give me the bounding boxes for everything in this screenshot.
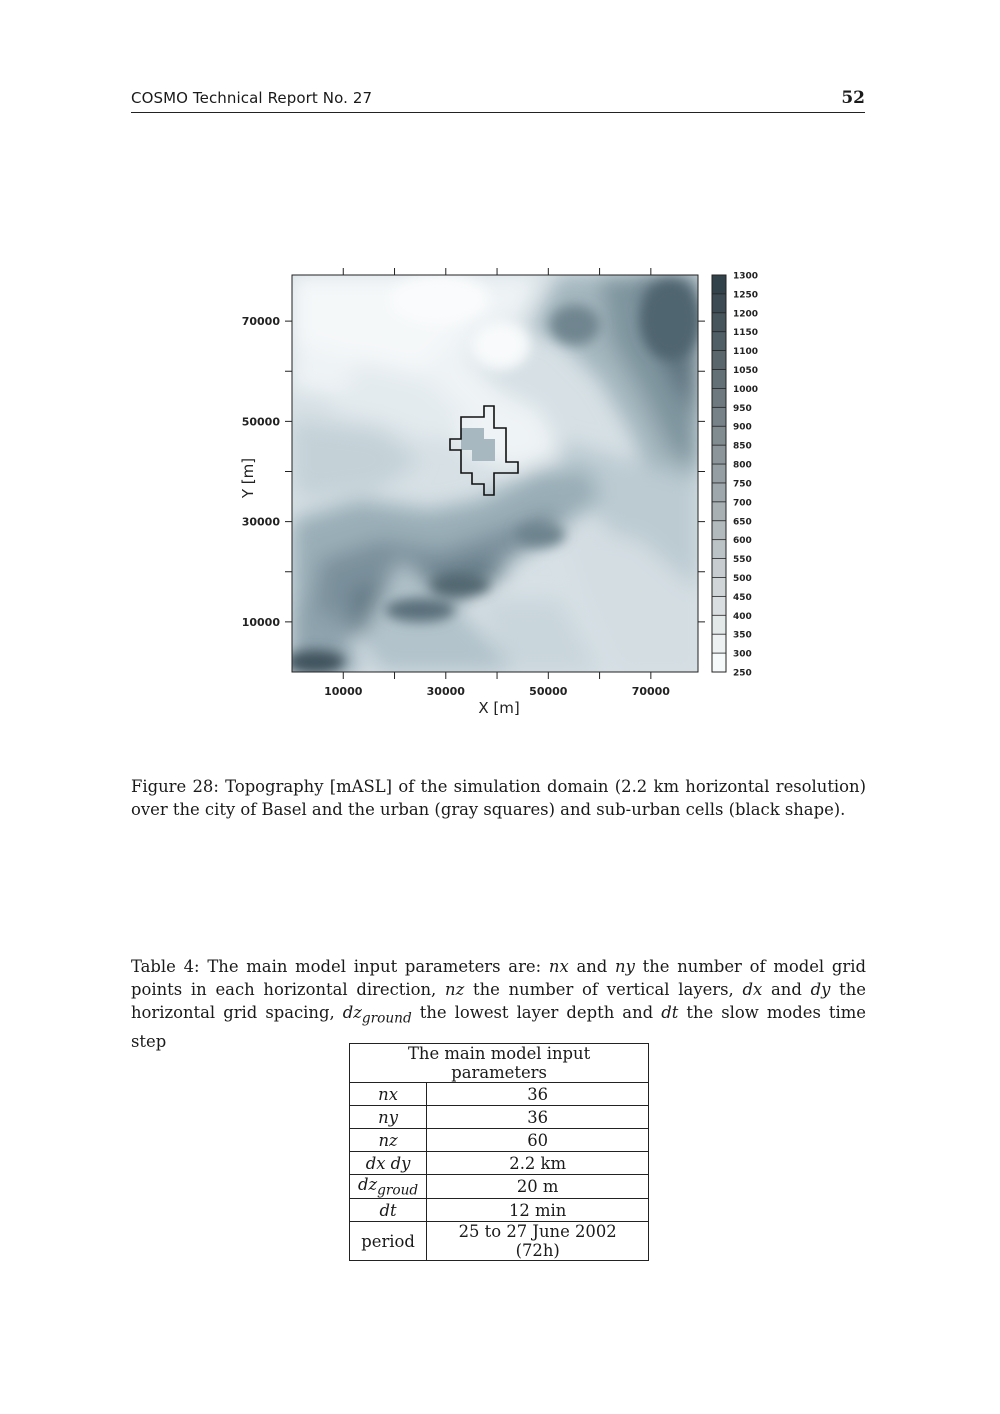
table-header-row bbox=[350, 1044, 649, 1083]
page-number: 52 bbox=[841, 88, 865, 108]
param-name: nz bbox=[350, 1129, 427, 1152]
param-value: 60 bbox=[427, 1129, 649, 1152]
table-row bbox=[350, 1222, 649, 1261]
x-tick-label: 10000 bbox=[324, 685, 363, 698]
colorbar-segment bbox=[712, 577, 726, 596]
param-value: 36 bbox=[427, 1083, 649, 1106]
param-name: dz bbox=[358, 1175, 378, 1194]
colorbar-label: 1150 bbox=[733, 328, 759, 339]
colorbar-segment bbox=[712, 407, 726, 426]
colorbar-segment bbox=[712, 540, 726, 559]
param-value: 20 m bbox=[427, 1175, 649, 1199]
param-name-with-subscript bbox=[350, 1175, 427, 1199]
caption-text-1: The main model input parameters are: bbox=[207, 957, 542, 976]
table-row bbox=[350, 1129, 649, 1152]
y-tick-label: 70000 bbox=[241, 315, 280, 329]
colorbar-label: 750 bbox=[733, 479, 752, 490]
topography-map bbox=[285, 275, 700, 674]
colorbar-segment bbox=[712, 275, 726, 294]
caption-text-5: and bbox=[771, 980, 802, 999]
colorbar-label: 1200 bbox=[733, 309, 759, 320]
colorbar-label: 1300 bbox=[733, 271, 759, 282]
colorbar-label: 1050 bbox=[733, 366, 759, 377]
math-nz: nz bbox=[445, 980, 465, 999]
table-row bbox=[350, 1083, 649, 1106]
table-title: The main model input parameters bbox=[350, 1044, 649, 1083]
y-tick-label: 10000 bbox=[241, 615, 280, 629]
colorbar-segment bbox=[712, 559, 726, 578]
colorbar-segment bbox=[712, 502, 726, 521]
math-ny: ny bbox=[615, 957, 635, 976]
colorbar-label: 500 bbox=[733, 573, 752, 584]
colorbar-segment bbox=[712, 426, 726, 445]
colorbar-segment bbox=[712, 351, 726, 370]
colorbar-label: 850 bbox=[733, 441, 752, 452]
figure-caption bbox=[131, 775, 866, 821]
caption-text-8: the slow modes time step bbox=[131, 1003, 866, 1052]
caption-text-4: the number of vertical layers, bbox=[473, 980, 734, 999]
table-row bbox=[350, 1152, 649, 1175]
colorbar-label: 450 bbox=[733, 592, 752, 603]
table-row bbox=[350, 1199, 649, 1222]
x-tick-label: 30000 bbox=[426, 685, 465, 698]
parameters-table bbox=[349, 1043, 649, 1261]
caption-text-6: the horizontal grid spacing, bbox=[131, 980, 866, 1022]
colorbar-label: 400 bbox=[733, 611, 752, 622]
caption-text-3: the number of model grid points in each horizontal direction, bbox=[131, 957, 866, 999]
math-dy: dy bbox=[810, 980, 831, 999]
param-name: dx dy bbox=[350, 1152, 427, 1175]
colorbar-label: 800 bbox=[733, 460, 752, 471]
colorbar-segment bbox=[712, 483, 726, 502]
param-name: ny bbox=[350, 1106, 427, 1129]
math-dx: dx bbox=[742, 980, 763, 999]
caption-text-7: the lowest layer depth and bbox=[419, 1003, 654, 1022]
figure-caption-text: Figure 28: Topography [mASL] of the simulation domain (2.2 km horizontal resolution) over the city of Basel and the urban (gray squares) and sub-urban cells (black shape). bbox=[131, 777, 866, 819]
colorbar-label: 300 bbox=[733, 649, 752, 660]
colorbar-label: 900 bbox=[733, 422, 752, 433]
colorbar-segment bbox=[712, 370, 726, 389]
colorbar-label: 250 bbox=[733, 668, 752, 679]
param-value: 25 to 27 June 2002 (72h) bbox=[427, 1222, 649, 1261]
colorbar-label: 650 bbox=[733, 517, 752, 528]
x-tick-label: 70000 bbox=[631, 685, 670, 698]
colorbar-label: 600 bbox=[733, 536, 752, 547]
math-dz: dz bbox=[342, 1003, 362, 1022]
colorbar-segment bbox=[712, 464, 726, 483]
colorbar-label: 1250 bbox=[733, 290, 759, 301]
y-tick-label: 30000 bbox=[241, 515, 280, 529]
caption-text-2: and bbox=[576, 957, 608, 976]
param-name: nx bbox=[350, 1083, 427, 1106]
colorbar-label: 700 bbox=[733, 498, 752, 509]
colorbar-label: 950 bbox=[733, 403, 752, 414]
colorbar bbox=[712, 272, 758, 679]
colorbar-segment bbox=[712, 596, 726, 615]
table-row bbox=[350, 1106, 649, 1129]
colorbar-segment bbox=[712, 445, 726, 464]
param-name: period bbox=[350, 1222, 427, 1261]
y-axis-label: Y [m] bbox=[239, 457, 257, 499]
math-dt: dt bbox=[661, 1003, 679, 1022]
x-tick-label: 50000 bbox=[529, 685, 568, 698]
report-title: COSMO Technical Report No. 27 bbox=[131, 89, 373, 107]
y-tick-label: 50000 bbox=[241, 415, 280, 429]
colorbar-segment bbox=[712, 653, 726, 672]
param-value: 2.2 km bbox=[427, 1152, 649, 1175]
colorbar-label: 550 bbox=[733, 555, 752, 566]
x-axis-label: X [m] bbox=[478, 699, 520, 717]
colorbar-segment bbox=[712, 388, 726, 407]
param-value: 36 bbox=[427, 1106, 649, 1129]
math-nx: nx bbox=[548, 957, 569, 976]
colorbar-segment bbox=[712, 294, 726, 313]
colorbar-segment bbox=[712, 332, 726, 351]
colorbar-label: 1100 bbox=[733, 347, 759, 358]
param-name: dt bbox=[350, 1199, 427, 1222]
colorbar-segment bbox=[712, 615, 726, 634]
param-subscript: groud bbox=[377, 1182, 419, 1199]
table-caption-label: Table 4: bbox=[131, 957, 200, 976]
param-value: 12 min bbox=[427, 1199, 649, 1222]
colorbar-label: 350 bbox=[733, 630, 752, 641]
colorbar-segment bbox=[712, 521, 726, 540]
colorbar-label: 1000 bbox=[733, 384, 759, 395]
table-row bbox=[350, 1175, 649, 1199]
table-caption bbox=[131, 955, 866, 1053]
math-dz-ground bbox=[342, 1003, 412, 1027]
colorbar-segment bbox=[712, 313, 726, 332]
math-dz-subscript: ground bbox=[361, 1010, 412, 1027]
colorbar-segment bbox=[712, 634, 726, 653]
